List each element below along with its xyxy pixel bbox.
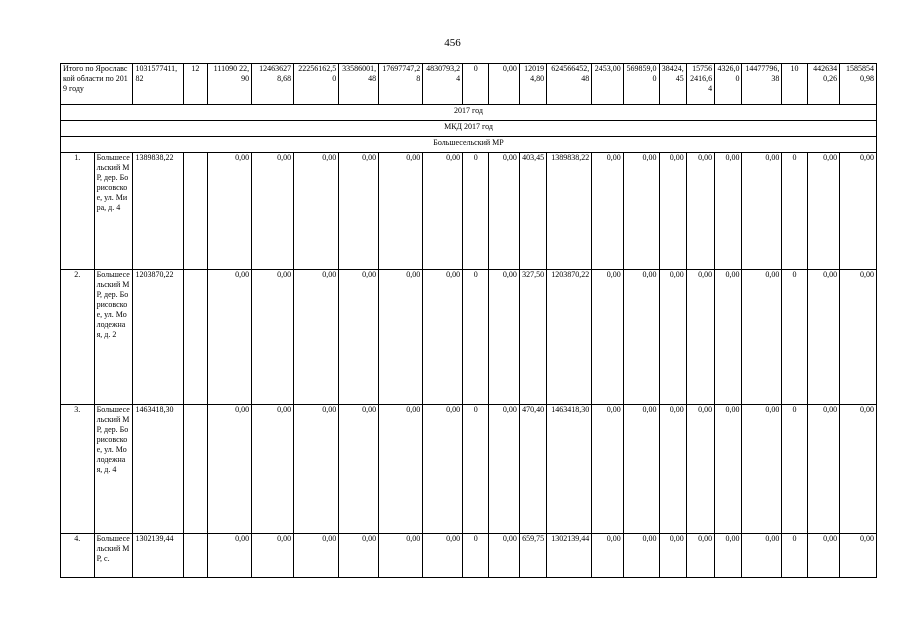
total-cell: 111090 22,90 (207, 64, 251, 105)
total-cell: 157562416,64 (686, 64, 714, 105)
row-cell: 0,00 (592, 270, 624, 405)
row-cell: 0,00 (423, 405, 463, 534)
total-cell: 12 (183, 64, 207, 105)
row-cell: 0,00 (252, 153, 294, 270)
row-cell: 659,75 (519, 534, 546, 578)
row-cell: 0,00 (659, 405, 686, 534)
total-cell: 22256162,50 (294, 64, 339, 105)
row-cell: 0,00 (623, 534, 659, 578)
total-cell: 10 (782, 64, 807, 105)
row-cell (183, 270, 207, 405)
total-cell: 0 (463, 64, 489, 105)
row-number: 3. (61, 405, 95, 534)
row-number: 1. (61, 153, 95, 270)
row-cell: 0,00 (489, 534, 519, 578)
row-cell: 0,00 (592, 153, 624, 270)
total-cell: 124636278,68 (252, 64, 294, 105)
row-cell: 0,00 (592, 534, 624, 578)
row-cell: 0,00 (807, 153, 840, 270)
row-address: Большесельский МР, дер. Борисовское, ул. Молодежная, д. 2 (94, 270, 133, 405)
total-cell: 569859,00 (623, 64, 659, 105)
total-cell: 4426340,26 (807, 64, 840, 105)
row-cell: 0,00 (686, 153, 714, 270)
row-cell: 1203870,22 (547, 270, 592, 405)
section-district-row (61, 137, 877, 153)
row-cell: 0,00 (659, 153, 686, 270)
total-row (61, 64, 877, 105)
row-cell: 1463418,30 (547, 405, 592, 534)
row-cell: 0,00 (742, 534, 782, 578)
row-cell: 0,00 (252, 270, 294, 405)
row-cell: 0,00 (294, 405, 339, 534)
row-cell: 0,00 (715, 270, 742, 405)
row-cell (183, 153, 207, 270)
row-cell: 1389838,22 (133, 153, 183, 270)
row-cell: 0,00 (623, 153, 659, 270)
row-address: Большесельский МР, дер. Борисовское, ул. Молодежная, д. 4 (94, 405, 133, 534)
row-cell: 0,00 (715, 405, 742, 534)
row-cell: 0,00 (715, 534, 742, 578)
row-cell: 0,00 (294, 534, 339, 578)
row-cell: 0,00 (294, 270, 339, 405)
total-cell: 4326,00 (715, 64, 742, 105)
row-cell: 0 (463, 405, 489, 534)
total-cell: 17697747,28 (379, 64, 423, 105)
section-mkd-row (61, 121, 877, 137)
row-cell: 1463418,30 (133, 405, 183, 534)
total-label: Итого по Ярославской области по 2019 году (61, 64, 133, 105)
row-cell: 0,00 (339, 153, 379, 270)
row-cell: 0,00 (489, 405, 519, 534)
row-address: Большесельский МР, дер. Борисовское, ул. Мира, д. 4 (94, 153, 133, 270)
row-cell: 0,00 (207, 153, 251, 270)
total-cell: 14477796,38 (742, 64, 782, 105)
total-cell: 1031577411,82 (133, 64, 183, 105)
section-mkd-label: МКД 2017 год (61, 121, 877, 137)
row-cell: 0,00 (840, 153, 877, 270)
row-cell: 0,00 (840, 270, 877, 405)
row-cell: 0,00 (489, 153, 519, 270)
row-cell: 0,00 (339, 270, 379, 405)
row-cell: 0,00 (807, 534, 840, 578)
total-cell: 624566452,48 (547, 64, 592, 105)
row-cell: 0,00 (207, 270, 251, 405)
total-cell: 38424,45 (659, 64, 686, 105)
repair-program-table (60, 63, 877, 578)
row-cell: 1302139,44 (133, 534, 183, 578)
page-number: 456 (444, 37, 461, 49)
row-cell: 0,00 (742, 270, 782, 405)
row-cell: 0,00 (686, 534, 714, 578)
row-cell: 0,00 (742, 153, 782, 270)
row-cell: 0,00 (339, 534, 379, 578)
row-cell: 1389838,22 (547, 153, 592, 270)
total-cell: 33586001,48 (339, 64, 379, 105)
total-cell: 2453,00 (592, 64, 624, 105)
row-cell: 0,00 (840, 405, 877, 534)
row-cell: 0,00 (840, 534, 877, 578)
row-cell: 1203870,22 (133, 270, 183, 405)
row-cell: 0 (782, 153, 807, 270)
row-cell: 0,00 (686, 270, 714, 405)
row-cell (183, 534, 207, 578)
total-cell: 15858540,98 (840, 64, 877, 105)
row-cell: 0 (463, 534, 489, 578)
row-cell (183, 405, 207, 534)
row-cell: 0,00 (659, 534, 686, 578)
row-cell: 0,00 (379, 534, 423, 578)
row-cell: 0,00 (207, 534, 251, 578)
row-cell: 0 (463, 153, 489, 270)
table-row (61, 534, 877, 578)
row-cell: 0,00 (423, 534, 463, 578)
row-cell: 0,00 (623, 405, 659, 534)
row-cell: 0,00 (252, 405, 294, 534)
row-cell: 0,00 (623, 270, 659, 405)
row-cell: 0,00 (742, 405, 782, 534)
row-cell: 0,00 (807, 405, 840, 534)
total-cell: 120194,80 (519, 64, 546, 105)
row-cell: 0,00 (807, 270, 840, 405)
row-cell: 0 (782, 534, 807, 578)
section-year-label: 2017 год (61, 105, 877, 121)
row-cell: 0,00 (715, 153, 742, 270)
row-number: 2. (61, 270, 95, 405)
table-row (61, 405, 877, 534)
row-cell: 0,00 (252, 534, 294, 578)
row-cell: 0,00 (207, 405, 251, 534)
section-district-label: Большесельский МР (61, 137, 877, 153)
row-cell: 0,00 (686, 405, 714, 534)
row-cell: 470,40 (519, 405, 546, 534)
row-cell: 0,00 (294, 153, 339, 270)
row-cell: 1302139,44 (547, 534, 592, 578)
row-cell: 403,45 (519, 153, 546, 270)
row-cell: 0,00 (379, 270, 423, 405)
row-cell: 327,50 (519, 270, 546, 405)
total-cell: 0,00 (489, 64, 519, 105)
row-cell: 0,00 (339, 405, 379, 534)
row-cell: 0 (782, 270, 807, 405)
row-cell: 0,00 (423, 270, 463, 405)
row-address: Большесельский МР, с. (94, 534, 133, 578)
row-number: 4. (61, 534, 95, 578)
row-cell: 0,00 (489, 270, 519, 405)
row-cell: 0,00 (659, 270, 686, 405)
total-cell: 4830793,24 (423, 64, 463, 105)
row-cell: 0 (463, 270, 489, 405)
table-row (61, 153, 877, 270)
section-year-row (61, 105, 877, 121)
table-row (61, 270, 877, 405)
row-cell: 0,00 (379, 405, 423, 534)
row-cell: 0,00 (423, 153, 463, 270)
row-cell: 0,00 (592, 405, 624, 534)
row-cell: 0 (782, 405, 807, 534)
row-cell: 0,00 (379, 153, 423, 270)
